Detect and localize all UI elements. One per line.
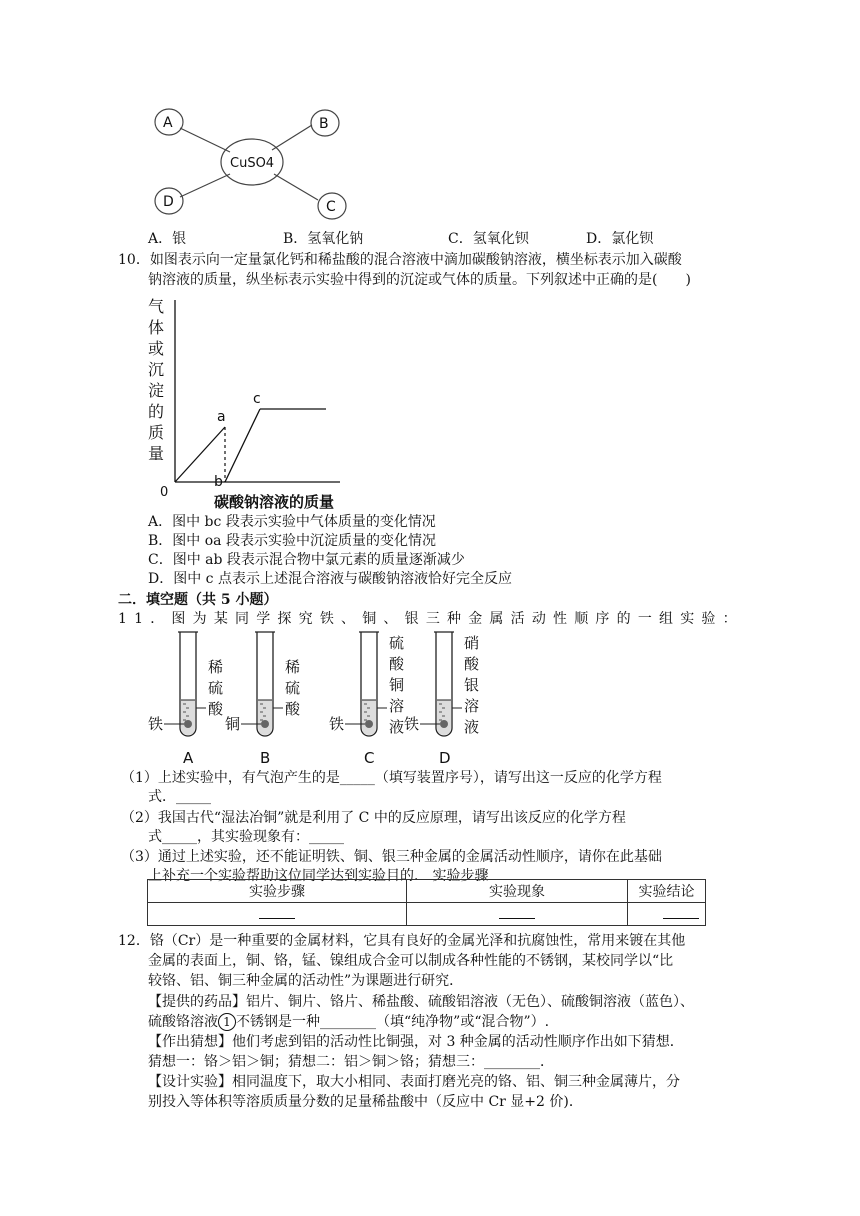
node-b: B	[319, 116, 329, 132]
tube-letter: D	[439, 749, 451, 767]
node-a: A	[163, 115, 173, 131]
liquid-label-char: 银	[464, 676, 480, 694]
liquid-label-char: 硝	[464, 634, 480, 652]
y-label-char: 淀	[148, 381, 165, 400]
q9-option-d: D．氯化钡	[586, 231, 654, 247]
blank-conclusion[interactable]	[628, 903, 706, 926]
experiment-table	[147, 879, 706, 926]
y-label-char: 体	[148, 318, 165, 337]
metal-label: 铁	[148, 715, 164, 733]
metal-label: 铜	[225, 715, 241, 733]
liquid-label-char: 硫	[389, 634, 405, 652]
q12-line3: 较铬、铝、铜三种金属的活动性”为课题进行研究．	[148, 973, 464, 989]
y-label-char: 质	[148, 423, 165, 442]
circle-one-marker: 1	[218, 1013, 236, 1031]
q11-p3-line1: （3）通过上述实验，还不能证明铁、铜、银三种金属的金属活动性顺序，请你在此基础	[121, 849, 662, 865]
q12-line7: 猜想一：铬＞铝＞铜；猜想二：铝＞铜＞铬；猜想三：________．	[148, 1054, 554, 1070]
liquid-label-char: 酸	[285, 700, 301, 718]
metal-label: 铁	[404, 715, 420, 733]
liquid-label-char: 酸	[389, 655, 405, 673]
liquid-label-char: 铜	[389, 676, 405, 694]
blank-phenomena[interactable]	[407, 903, 628, 926]
q9-option-a: A．银	[148, 231, 187, 247]
q11-p1-line2: 式．_____	[148, 789, 211, 805]
q11-p2-line2: 式_____，其实验现象有：_____	[148, 829, 344, 845]
liquid-label-char: 稀	[285, 658, 301, 676]
liquid-label-char: 溶	[389, 697, 405, 715]
y-label-char: 量	[148, 444, 165, 463]
y-label-char: 沉	[148, 360, 165, 379]
q10-option-a: A．图中 bc 段表示实验中气体质量的变化情况	[148, 514, 436, 530]
tube-letter: B	[260, 749, 271, 767]
liquid-label-char: 酸	[208, 700, 224, 718]
q11-p1-line1: （1）上述实验中，有气泡产生的是_____（填写装置序号），请写出这一反应的化学方程	[121, 770, 662, 786]
q12-line9: 别投入等体积等溶质质量分数的足量稀盐酸中（反应中 Cr 显+2 价)．	[148, 1094, 583, 1110]
q9-option-c: C．氢氧化钡	[448, 231, 529, 247]
liquid-label-char: 液	[389, 718, 405, 736]
q12-line5	[148, 1013, 549, 1031]
q12-line1: 12．铬（Cr）是一种重要的金属材料，它具有良好的金属光泽和抗腐蚀性，常用来镀在其他	[118, 933, 686, 949]
segment-bc	[225, 409, 260, 482]
liquid-label-char: 溶	[464, 697, 480, 715]
q10-option-b: B．图中 oa 段表示实验中沉淀质量的变化情况	[148, 533, 436, 549]
test-tube-c	[329, 632, 405, 767]
liquid-label-char: 酸	[464, 655, 480, 673]
y-axis-label	[148, 297, 164, 463]
q11-p3-line2: 上补充一个实验帮助这位同学达到实验目的． 实验步骤	[148, 868, 489, 884]
q11-stem: 11．图为某同学探究铁、铜、银三种金属活动性顺序的一组实验：	[118, 611, 744, 627]
node-c: C	[326, 199, 336, 215]
point-a-label: a	[217, 409, 226, 425]
q10-stem-line1: 10．如图表示向一定量氯化钙和稀盐酸的混合溶液中滴加碳酸钠溶液，横坐标表示加入碳酸	[118, 252, 682, 268]
q12-line8: 【设计实验】相同温度下，取大小相同、表面打磨光亮的铬、铝、铜三种金属薄片，分	[148, 1074, 680, 1090]
test-tube-a	[148, 632, 224, 767]
section-heading: 二．填空题（共 5 小题）	[118, 592, 278, 608]
blank-steps[interactable]	[148, 903, 407, 926]
q10-option-d: D．图中 c 点表示上述混合溶液与碳酸钠溶液恰好完全反应	[148, 571, 512, 587]
test-tube-b	[225, 632, 301, 767]
y-label-char: 的	[148, 402, 165, 421]
q12-line6: 【作出猜想】他们考虑到铝的活动性比铜强，对 3 种金属的活动性顺序作出如下猜想．	[148, 1034, 684, 1050]
q10-option-c: C．图中 ab 段表示混合物中氯元素的质量逐渐减少	[148, 552, 465, 568]
header-phenomena: 实验现象	[407, 880, 628, 903]
table-row	[148, 903, 706, 926]
liquid-label-char: 硫	[208, 679, 224, 697]
test-tube-d	[404, 632, 480, 767]
table-header-row	[148, 880, 706, 903]
header-conclusion: 实验结论	[628, 880, 706, 903]
origin-label: 0	[160, 485, 169, 500]
q12-line4: 【提供的药品】铝片、铜片、铬片、稀盐酸、硫酸铝溶液（无色）、硫酸铜溶液（蓝色）、	[148, 994, 694, 1010]
x-axis-label: 碳酸钠溶液的质量	[214, 493, 335, 511]
q12-line5-start: 硫酸铬溶液	[148, 1014, 218, 1030]
cuso4-diagram	[140, 100, 360, 225]
node-d: D	[163, 194, 174, 210]
q11-p2-line1: （2）我国古代“湿法冶铜”就是利用了 C 中的反应原理，请写出该反应的化学方程	[121, 810, 626, 826]
q10-stem-line2: 钠溶液的质量，纵坐标表示实验中得到的沉淀或气体的质量。下列叙述中正确的是( )	[148, 272, 691, 288]
q11-test-tubes	[146, 628, 506, 768]
node-center: CuSO4	[230, 156, 275, 171]
tube-letter: A	[183, 749, 194, 767]
liquid-label-char: 硫	[285, 679, 301, 697]
q12-line5-end: 不锈钢是一种________（填“纯净物”或“混合物”）.	[236, 1014, 550, 1030]
point-b-label: b	[214, 474, 223, 490]
q12-line2: 金属的表面上，铜、铬，锰、镍组成合金可以制成各种性能的不锈钢，某校同学以“比	[148, 953, 674, 969]
liquid-label-char: 稀	[208, 658, 224, 676]
tube-letter: C	[364, 749, 375, 767]
y-label-char: 或	[148, 339, 165, 358]
q9-option-b: B．氢氧化钠	[283, 231, 364, 247]
header-steps: 实验步骤	[148, 880, 407, 903]
y-label-char: 气	[148, 297, 165, 316]
liquid-label-char: 液	[464, 718, 480, 736]
point-c-label: c	[253, 391, 261, 407]
metal-label: 铁	[329, 715, 345, 733]
q10-graph	[140, 292, 370, 517]
